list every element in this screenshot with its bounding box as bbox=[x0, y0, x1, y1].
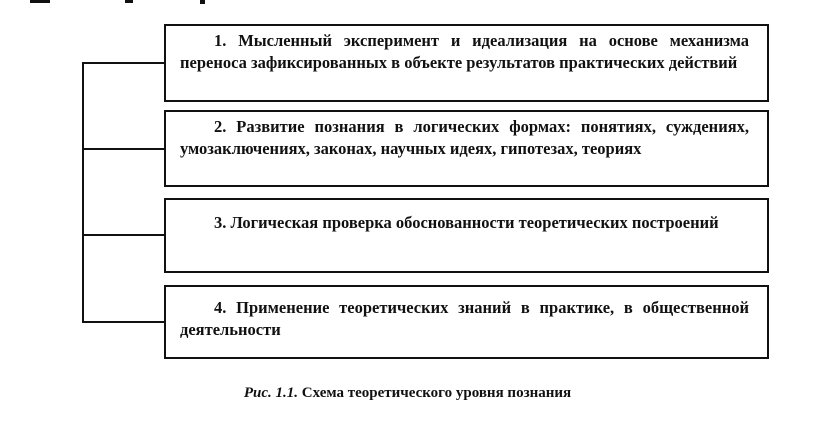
connector-branch-4 bbox=[82, 321, 165, 323]
connector-vertical bbox=[82, 62, 84, 323]
step-box-3 bbox=[164, 198, 769, 273]
step-text-4: 4. Применение теоретических знаний в практике, в общественной деятельности bbox=[180, 298, 749, 339]
step-box-1 bbox=[164, 24, 769, 102]
scan-mark bbox=[30, 0, 50, 3]
step-box-4 bbox=[164, 285, 769, 359]
figure-title: Схема теоретического уровня познания bbox=[301, 385, 572, 401]
figure-label: Рис. 1.1. bbox=[243, 385, 298, 401]
scan-mark bbox=[125, 0, 133, 3]
connector-branch-1 bbox=[82, 62, 165, 64]
figure-caption bbox=[0, 385, 815, 402]
step-text-3: 3. Логическая проверка обоснованности теоретических построений bbox=[214, 213, 719, 232]
connector-branch-2 bbox=[82, 148, 165, 150]
scan-mark bbox=[200, 0, 205, 4]
connector-branch-3 bbox=[82, 234, 165, 236]
step-text-2: 2. Развитие познания в логических формах: понятиях, суждениях, умозаключениях, законах, научных идеях, гипотезах, теориях bbox=[180, 117, 749, 158]
step-box-2 bbox=[164, 110, 769, 187]
step-text-1: 1. Мысленный эксперимент и идеализация на основе механизма переноса зафиксированных в объекте результатов практических действий bbox=[180, 31, 749, 72]
